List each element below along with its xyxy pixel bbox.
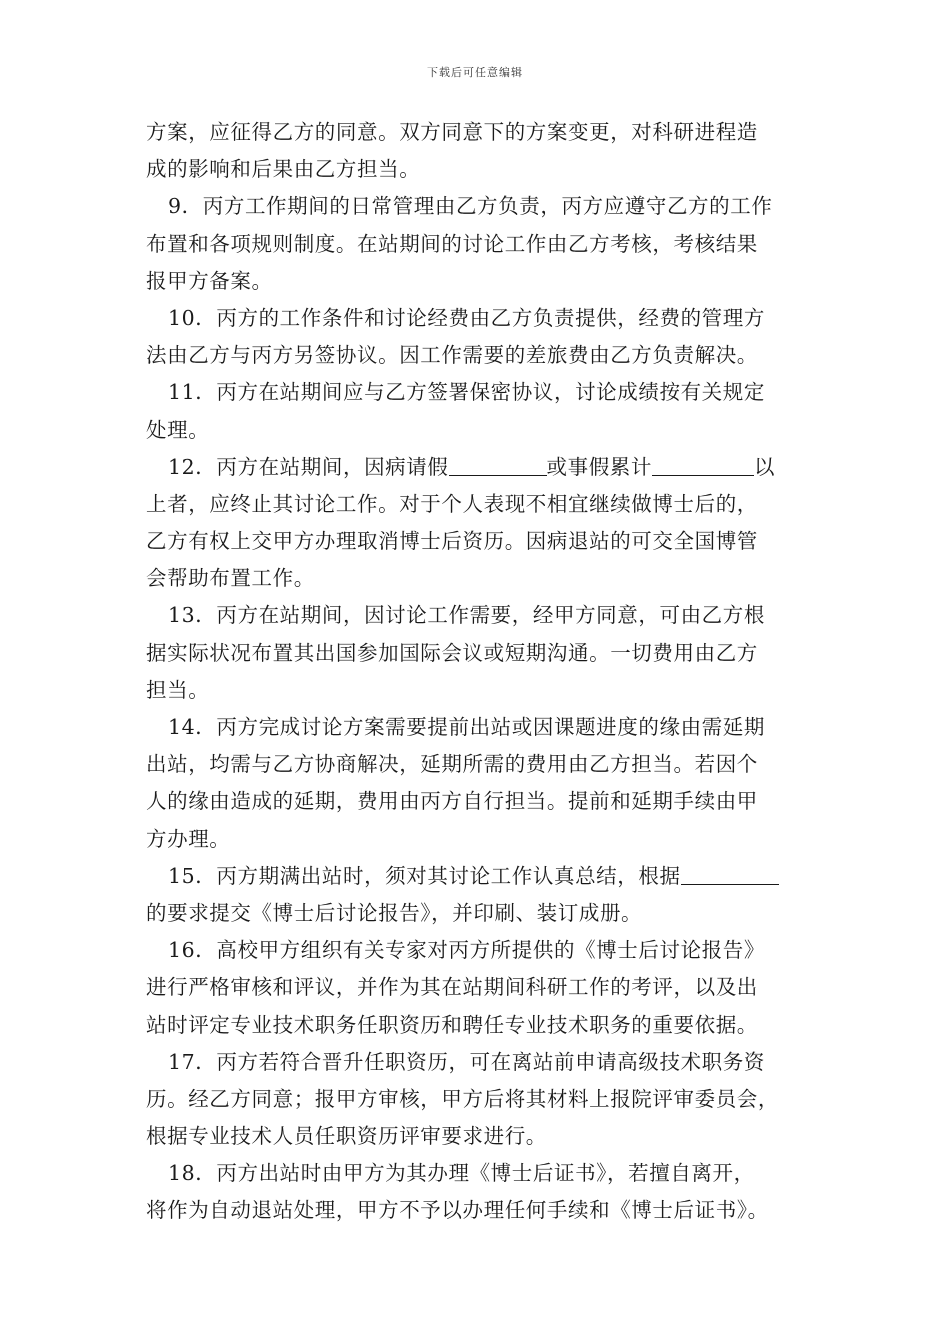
text-line: 乙方有权上交甲方办理取消博士后资历。因病退站的可交全国博管 [146, 529, 758, 554]
clause-10-line: 10．丙方的工作条件和讨论经费由乙方负责提供，经费的管理方 [168, 305, 765, 330]
clause-12-line [146, 449, 806, 486]
text-line: 上者，应终止其讨论工作。对于个人表现不相宜继续做博士后的， [146, 491, 758, 516]
clause-15-text: 15．丙方期满出站时，须对其讨论工作认真总结，根据 [168, 863, 681, 888]
text-line: 的要求提交《博士后讨论报告》，并印刷、装订成册。 [146, 900, 643, 925]
clause-17-line: 17．丙方若符合晋升任职资历，可在离站前申请高级技术职务资 [168, 1049, 765, 1074]
clause-12-text-b: 或事假累计 [546, 454, 652, 479]
text-line: 成的影响和后果由乙方担当。 [146, 157, 421, 182]
text-line: 出站，均需与乙方协商解决，延期所需的费用由乙方担当。若因个 [146, 752, 758, 777]
text-line: 处理。 [146, 417, 210, 442]
text-line: 根据专业技术人员任职资历评审要求进行。 [146, 1124, 547, 1149]
personal-leave-blank [652, 451, 754, 476]
clause-12-text-a: 12．丙方在站期间，因病请假 [168, 454, 449, 479]
clause-9-line: 9．丙方工作期间的日常管理由乙方负责，丙方应遵守乙方的工作 [168, 194, 773, 219]
text-line: 法由乙方与丙方另签协议。因工作需要的差旅费由乙方负责解决。 [146, 343, 758, 368]
text-line: 方案，应征得乙方的同意。双方同意下的方案变更，对科研进程造 [146, 120, 758, 144]
text-line: 担当。 [146, 677, 210, 702]
text-line: 据实际状况布置其出国参加国际会议或短期沟通。一切费用由乙方 [146, 640, 758, 665]
text-line: 站时评定专业技术职务任职资历和聘任专业技术职务的重要依据。 [146, 1012, 758, 1037]
clause-11-line: 11．丙方在站期间应与乙方签署保密协议，讨论成绩按有关规定 [168, 380, 765, 405]
text-line: 布置和各项规则制度。在站期间的讨论工作由乙方考核，考核结果 [146, 231, 758, 256]
text-line: 将作为自动退站处理，甲方不予以办理任何手续和《博士后证书》。 [146, 1198, 769, 1223]
report-basis-blank [681, 860, 779, 885]
document-body [146, 114, 806, 1230]
text-line: 方办理。 [146, 826, 231, 851]
clause-16-line: 16．高校甲方组织有关专家对丙方所提供的《博士后讨论报告》 [168, 938, 765, 963]
text-line: 人的缘由造成的延期，费用由丙方自行担当。提前和延期手续由甲 [146, 789, 758, 814]
sick-leave-blank [449, 451, 547, 476]
clause-13-line: 13．丙方在站期间，因讨论工作需要，经甲方同意，可由乙方根 [168, 603, 765, 628]
clause-12-text-c: 以 [754, 454, 776, 479]
text-line: 会帮助布置工作。 [146, 566, 315, 591]
text-line: 历。经乙方同意；报甲方审核，甲方后将其材料上报院评审委员会， [146, 1086, 779, 1111]
text-line: 报甲方备案。 [146, 268, 273, 293]
clause-15-line [146, 858, 806, 895]
clause-14-line: 14．丙方完成讨论方案需要提前出站或因课题进度的缘由需延期 [168, 715, 765, 739]
text-line: 进行严格审核和评议，并作为其在站期间科研工作的考评，以及出 [146, 975, 758, 1000]
clause-18-line: 18．丙方出站时由甲方为其办理《博士后证书》，若擅自离开， [168, 1161, 755, 1186]
page-header: 下载后可任意编辑 [427, 66, 523, 79]
